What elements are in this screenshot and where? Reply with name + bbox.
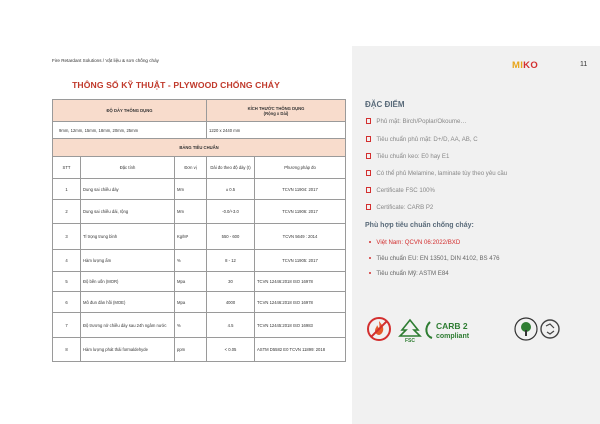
bullet-icon [369, 241, 371, 243]
eco-tree-icon [515, 318, 537, 340]
fsc-label: FSC [405, 338, 415, 342]
standard-label: Tiêu chuẩn EU: EN 13501, DIN 4102, BS 476 [376, 255, 500, 262]
cell-stt: 2 [53, 200, 81, 224]
carb2-compliant-label: compliant [436, 333, 470, 340]
logo-part2: KO [523, 60, 539, 71]
cell-stt: 8 [53, 338, 81, 362]
recycle-icon [541, 320, 559, 338]
logo-part1: MI [512, 60, 524, 71]
table-row [53, 250, 346, 272]
cell-unit: % [175, 313, 207, 338]
cell-unit: Mpa [175, 272, 207, 292]
feature-item [366, 136, 478, 143]
col-header: Phương pháp đo [255, 157, 346, 179]
cell-property: Tỉ trọng trung bình [81, 224, 175, 250]
brand-logo [512, 60, 538, 71]
thickness-header: ĐỘ DÀY THÔNG DỤNG [53, 100, 207, 122]
table-row [53, 272, 346, 292]
checkbox-icon [366, 136, 371, 141]
cell-stt: 1 [53, 179, 81, 200]
thickness-values: 9mm, 12mm, 15mm, 18mm, 20mm, 25mm [53, 122, 207, 139]
feature-label: Phủ mặt: Birch/Poplar/Okoume… [376, 118, 467, 125]
cell-range: 8 - 12 [207, 250, 255, 272]
standard-item [369, 239, 460, 246]
cell-stt: 4 [53, 250, 81, 272]
cell-range: ± 0.5 [207, 179, 255, 200]
standards-title: Phù hợp tiêu chuẩn chống cháy: [365, 222, 474, 229]
feature-label: Có thể phủ Melamine, laminate tùy theo yêu cầu [376, 170, 508, 177]
cell-stt: 7 [53, 313, 81, 338]
feature-item [366, 153, 449, 160]
size-value: 1220 x 2440 mm [207, 122, 346, 139]
checkbox-icon [366, 187, 371, 192]
cell-stt: 3 [53, 224, 81, 250]
page-number: 11 [580, 61, 588, 68]
features-title: ĐẶC ĐIỂM [365, 100, 405, 109]
table-row [53, 224, 346, 250]
cell-method: TCVN 11904: 2017 [255, 179, 346, 200]
table-row [53, 338, 346, 362]
carb2-icon [426, 321, 469, 340]
table-row [53, 200, 346, 224]
table-row [53, 313, 346, 338]
checkbox-icon [366, 204, 371, 209]
checkbox-icon [366, 170, 371, 175]
cell-method: TCVN 11906: 2017 [255, 200, 346, 224]
cell-range: 550 - 600 [207, 224, 255, 250]
cell-stt: 5 [53, 272, 81, 292]
col-header: Đặc tính [81, 157, 175, 179]
col-header: Đơn vị [175, 157, 207, 179]
page-title: THÔNG SỐ KỸ THUẬT - PLYWOOD CHỐNG CHÁY [72, 80, 280, 90]
size-header [207, 100, 346, 122]
cell-property: Độ bền uốn (MOR) [81, 272, 175, 292]
size-header-line2: (Rộng x Dài) [263, 110, 289, 116]
feature-label: Tiêu chuẩn phủ mặt: D+/D, AA, AB, C [376, 136, 478, 143]
bullet-icon [369, 272, 371, 274]
cell-method: TCVN 12445:2018 ISO 16983 [255, 313, 346, 338]
cell-unit: Mm [175, 200, 207, 224]
fire-resistant-icon [368, 318, 390, 340]
cell-property: Hàm lượng phát thải formaldehyde [81, 338, 175, 362]
cell-stt: 6 [53, 292, 81, 313]
breadcrumb: Fire Retardant Solutions / Vật liệu & sơn chống cháy [52, 58, 159, 63]
certification-icons [366, 316, 588, 342]
standard-item [369, 270, 449, 277]
cell-property: Mô đun đàn hồi (MOE) [81, 292, 175, 313]
cell-property: Độ trương nở chiều dày sau 24h ngâm nước [81, 313, 175, 338]
cell-unit: Mpa [175, 292, 207, 313]
checkbox-icon [366, 118, 371, 123]
cell-unit: % [175, 250, 207, 272]
feature-label: Tiêu chuẩn keo: E0 hay E1 [376, 153, 450, 160]
col-header: Dải đo theo độ dày (t) [207, 157, 255, 179]
cell-range: 4.5 [207, 313, 255, 338]
cell-unit: ppm [175, 338, 207, 362]
cell-unit: Kg/M³ [175, 224, 207, 250]
bullet-icon [369, 257, 371, 259]
cell-method: ASTM D5582 E0 TCVN 11899: 2018 [255, 338, 346, 362]
table-row [53, 179, 346, 200]
standard-label: Việt Nam: QCVN 06:2022/BXD [376, 239, 461, 246]
cell-method: TCVN 12446:2018 ISO 16978 [255, 272, 346, 292]
carb2-label: CARB 2 [436, 321, 468, 331]
table-row [53, 292, 346, 313]
feature-item [366, 170, 507, 177]
cell-range: < 0.05 [207, 338, 255, 362]
spec-table [52, 99, 346, 362]
feature-label: Certificate FSC 100% [376, 187, 435, 194]
cell-unit: Mm [175, 179, 207, 200]
cell-method: TCVN 5649 : 2014 [255, 224, 346, 250]
cell-method: TCVN 12446:2018 ISO 16978 [255, 292, 346, 313]
cell-method: TCVN 11905: 2017 [255, 250, 346, 272]
feature-item [366, 204, 433, 211]
col-header: STT [53, 157, 81, 179]
fsc-icon [400, 320, 420, 342]
standards-header: BẢNG TIÊU CHUẨN [53, 139, 346, 157]
cell-range: 30 [207, 272, 255, 292]
feature-item [366, 187, 435, 194]
standard-item [369, 255, 499, 262]
top-strip [352, 0, 600, 46]
cell-property: Dung sai chiều dày [81, 179, 175, 200]
cell-range: -0.0/+3.0 [207, 200, 255, 224]
feature-label: Certificate: CARB P2 [376, 204, 434, 211]
size-header-line1: KÍCH THƯỚC THÔNG DỤNG [247, 105, 305, 111]
standard-label: Tiêu chuẩn Mỹ: ASTM E84 [376, 270, 449, 277]
cell-property: Hàm lượng ẩm [81, 250, 175, 272]
cell-property: Dung sai chiều dài, rộng [81, 200, 175, 224]
checkbox-icon [366, 153, 371, 158]
cell-range: 4000 [207, 292, 255, 313]
feature-item [366, 118, 466, 125]
